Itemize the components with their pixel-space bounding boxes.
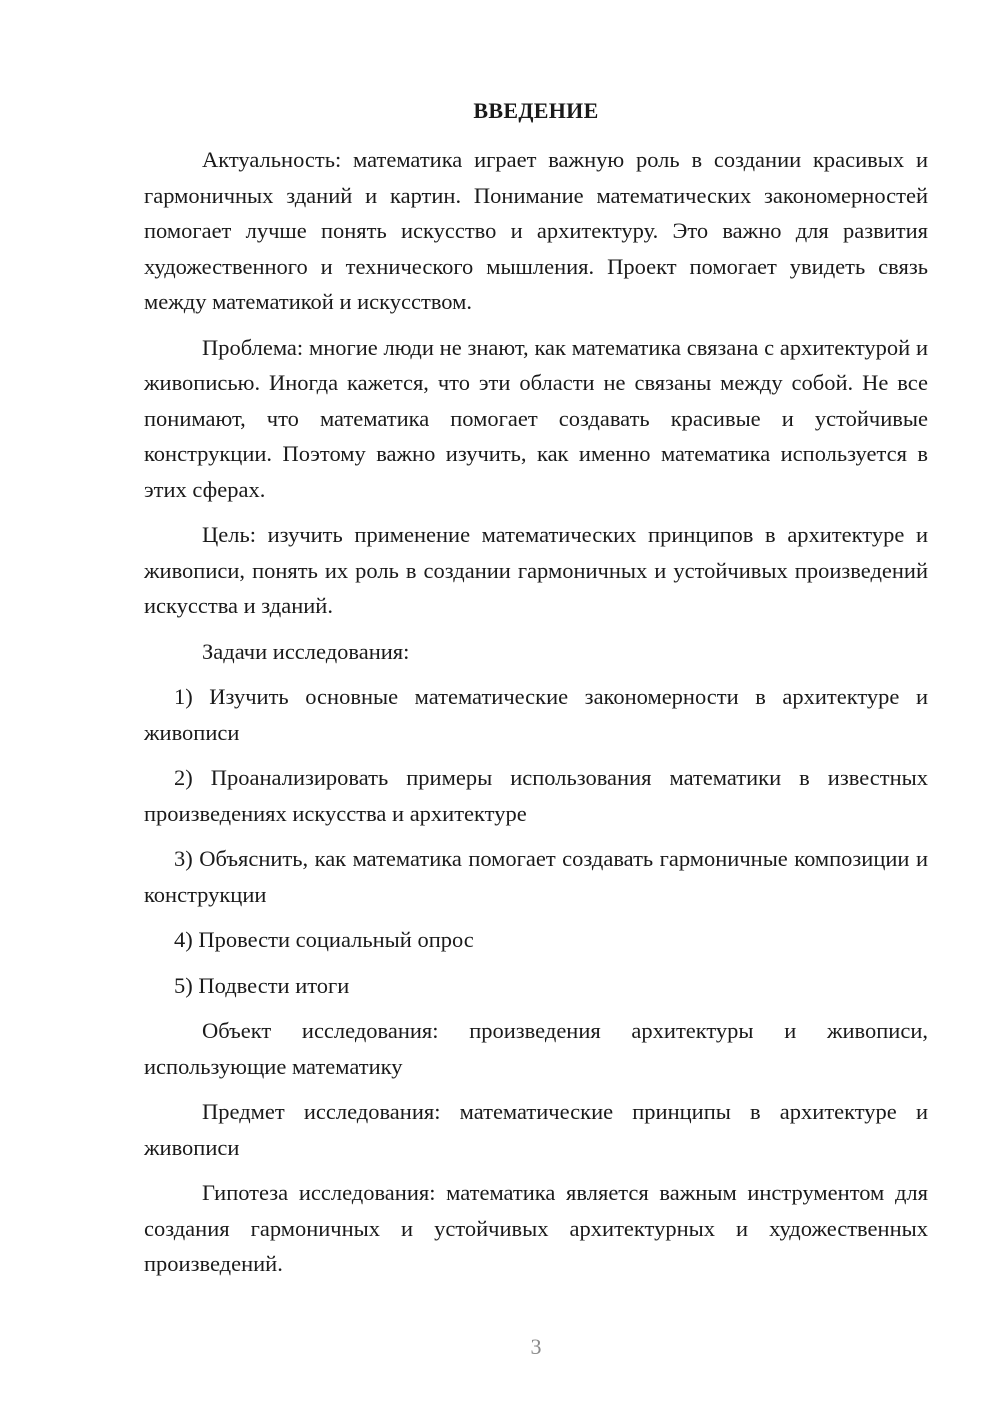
goal-paragraph: Цель: изучить применение математических принципов в архитектуре и живописи, понять их роль в создании гармоничных и устойчивых произведений искусства и зданий. [144, 522, 928, 618]
problem-paragraph: Проблема: многие люди не знают, как математика связана с архитектурой и живописью. Иногда кажется, что эти области не связаны между собой. Не все понимают, что математика помогает создавать красивые и устойчивые конструкции. Поэтому важно изучить, как именно математика используется в этих сферах. [144, 334, 928, 502]
task-item-2: 2) Проанализировать примеры использования математики в известных произведениях искусства и архитектуре [144, 765, 928, 826]
tasks-label: Задачи исследования: [202, 638, 410, 664]
section-heading: ВВЕДЕНИЕ [473, 98, 599, 123]
task-item-3: 3) Объяснить, как математика помогает создавать гармоничные композиции и конструкции [144, 846, 928, 907]
relevance-paragraph: Актуальность: математика играет важную роль в создании красивых и гармоничных зданий и картин. Понимание математических закономерностей помогает лучше понять искусство и архитектуру. Это важно для развития художественного и технического мышления. Проект помогает увидеть связь между математикой и искусством. [144, 147, 928, 314]
object-paragraph: Объект исследования: произведения архитектуры и живописи, использующие математику [144, 1018, 928, 1079]
page-content [144, 96, 928, 1292]
task-item-1: 1) Изучить основные математические закономерности в архитектуре и живописи [144, 684, 928, 745]
subject-paragraph: Предмет исследования: математические принципы в архитектуре и живописи [144, 1099, 928, 1160]
page-number: 3 [530, 1334, 542, 1359]
task-item-4: 4) Провести социальный опрос [174, 927, 474, 952]
task-item-5: 5) Подвести итоги [174, 972, 350, 998]
hypothesis-paragraph: Гипотеза исследования: математика является важным инструментом для создания гармоничных и устойчивых архитектурных и художественных произведений. [144, 1180, 928, 1276]
